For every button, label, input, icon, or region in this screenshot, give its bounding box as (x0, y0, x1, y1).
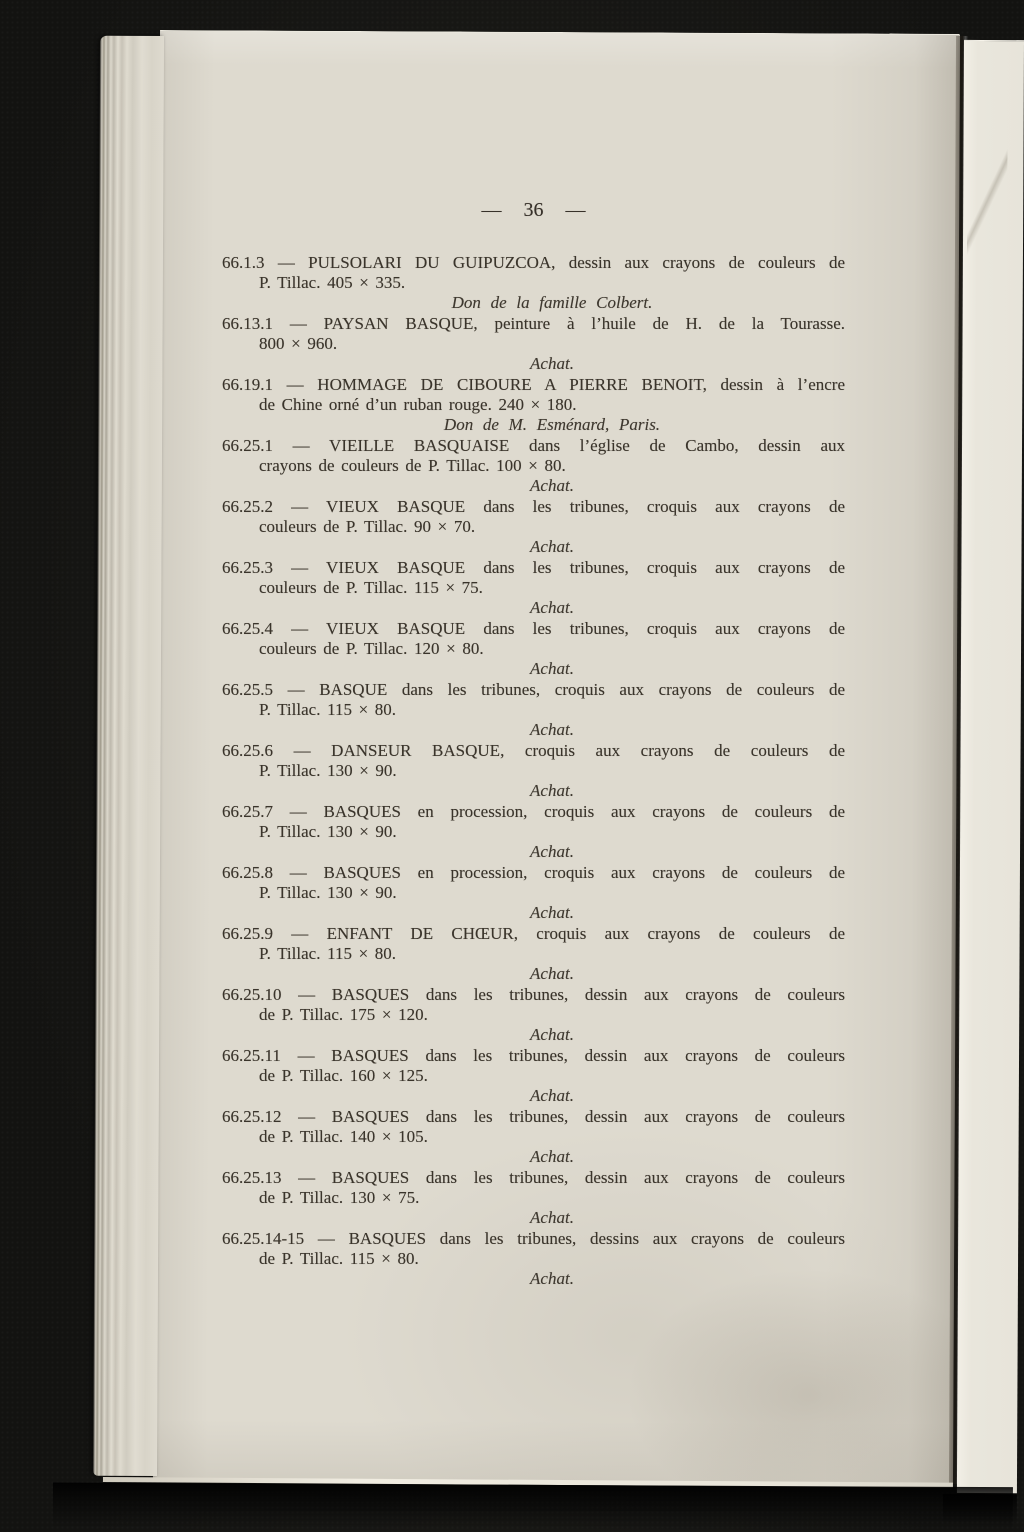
entry-first-line: 66.25.10 — BASQUES dans les tribunes, dessin aux crayons de couleurs (222, 985, 845, 1004)
entry-first-line: 66.25.12 — BASQUES dans les tribunes, dessin aux crayons de couleurs (222, 1107, 845, 1126)
entry-first-line: 66.25.2 — VIEUX BASQUE dans les tribunes, croquis aux crayons de (222, 497, 845, 516)
catalog-entry-66.25.3 (222, 558, 845, 618)
entry-first-line: 66.25.11 — BASQUES dans les tribunes, dessin aux crayons de couleurs (222, 1046, 845, 1065)
entry-continuation-line: couleurs de P. Tillac. 115 × 75. (259, 578, 483, 597)
entry-first-line: 66.25.8 — BASQUES en procession, croquis aux crayons de couleurs de (222, 863, 845, 882)
entry-continuation-line: P. Tillac. 405 × 335. (259, 273, 406, 292)
entry-acquisition-credit: Achat. (530, 1208, 574, 1227)
catalog-entry-66.25.8 (222, 863, 845, 923)
catalog-entry-66.19.1 (222, 375, 845, 435)
catalog-entry-66.1.3 (222, 253, 845, 313)
entry-acquisition-credit: Achat. (530, 659, 574, 678)
entry-continuation-line: couleurs de P. Tillac. 90 × 70. (259, 517, 476, 536)
entry-continuation-line: de P. Tillac. 175 × 120. (259, 1005, 428, 1024)
entry-first-line: 66.25.14-15 — BASQUES dans les tribunes, dessins aux crayons de couleurs (222, 1229, 845, 1248)
entry-continuation-line: P. Tillac. 130 × 90. (259, 822, 397, 841)
entry-acquisition-credit: Achat. (530, 903, 574, 922)
entry-continuation-line: de P. Tillac. 115 × 80. (259, 1249, 419, 1268)
page-number: — 36 — (481, 199, 586, 221)
catalog-entry-66.25.2 (222, 497, 845, 557)
catalog-entry-66.25.4 (222, 619, 845, 679)
entry-acquisition-credit: Achat. (530, 964, 574, 983)
catalog-entry-66.25.1 (222, 436, 845, 496)
entry-first-line: 66.25.6 — DANSEUR BASQUE, croquis aux crayons de couleurs de (222, 741, 845, 760)
entry-acquisition-credit: Don de M. Esménard, Paris. (443, 415, 661, 434)
entry-continuation-line: de P. Tillac. 160 × 125. (259, 1066, 428, 1085)
catalog-entry-66.25.7 (222, 802, 845, 862)
entry-acquisition-credit: Achat. (530, 1269, 574, 1288)
catalog-entry-66.25.9 (222, 924, 845, 984)
entry-acquisition-credit: Achat. (530, 842, 574, 861)
entry-first-line: 66.25.5 — BASQUE dans les tribunes, croquis aux crayons de couleurs de (222, 680, 845, 699)
catalog-entry-66.25.5 (222, 680, 845, 740)
entry-continuation-line: de P. Tillac. 140 × 105. (259, 1127, 428, 1146)
entry-first-line: 66.25.1 — VIEILLE BASQUAISE dans l’église de Cambo, dessin aux (222, 436, 845, 455)
catalog-entry-66.25.14-15 (222, 1229, 845, 1289)
catalog-entry-66.13.1 (222, 314, 845, 374)
entry-continuation-line: de P. Tillac. 130 × 75. (259, 1188, 420, 1207)
entry-continuation-line: crayons de couleurs de P. Tillac. 100 × 80. (259, 456, 566, 475)
entry-first-line: 66.25.3 — VIEUX BASQUE dans les tribunes, croquis aux crayons de (222, 558, 845, 577)
catalog-entry-66.25.12 (222, 1107, 845, 1167)
entry-first-line: 66.25.7 — BASQUES en procession, croquis aux crayons de couleurs de (222, 802, 845, 821)
entry-continuation-line: P. Tillac. 130 × 90. (259, 761, 397, 780)
entry-acquisition-credit: Achat. (530, 781, 574, 800)
entry-first-line: 66.25.9 — ENFANT DE CHŒUR, croquis aux crayons de couleurs de (222, 924, 845, 943)
entry-first-line: 66.25.13 — BASQUES dans les tribunes, dessin aux crayons de couleurs (222, 1168, 845, 1187)
entry-continuation-line: 800 × 960. (259, 334, 338, 353)
entry-acquisition-credit: Achat. (530, 354, 574, 373)
entry-first-line: 66.25.4 — VIEUX BASQUE dans les tribunes, croquis aux crayons de (222, 619, 845, 638)
entry-continuation-line: couleurs de P. Tillac. 120 × 80. (259, 639, 484, 658)
catalog-entry-66.25.6 (222, 741, 845, 801)
entry-acquisition-credit: Don de la famille Colbert. (451, 293, 653, 312)
entry-continuation-line: de Chine orné d’un ruban rouge. 240 × 180. (259, 395, 577, 414)
catalog-entries (222, 253, 845, 1290)
entry-continuation-line: P. Tillac. 130 × 90. (259, 883, 397, 902)
entry-acquisition-credit: Achat. (530, 476, 574, 495)
catalog-entry-66.25.11 (222, 1046, 845, 1106)
catalog-entry-66.25.10 (222, 985, 845, 1045)
entry-acquisition-credit: Achat. (530, 720, 574, 739)
entry-acquisition-credit: Achat. (530, 537, 574, 556)
entry-acquisition-credit: Achat. (530, 598, 574, 617)
entry-acquisition-credit: Achat. (530, 1147, 574, 1166)
entry-first-line: 66.1.3 — PULSOLARI DU GUIPUZCOA, dessin aux crayons de couleurs de (222, 253, 845, 272)
catalog-entry-66.25.13 (222, 1168, 845, 1228)
entry-first-line: 66.19.1 — HOMMAGE DE CIBOURE A PIERRE BENOIT, dessin à l’encre (222, 375, 845, 394)
entry-continuation-line: P. Tillac. 115 × 80. (259, 700, 397, 719)
entry-first-line: 66.13.1 — PAYSAN BASQUE, peinture à l’huile de H. de la Tourasse. (222, 314, 845, 333)
entry-continuation-line: P. Tillac. 115 × 80. (259, 944, 397, 963)
entry-acquisition-credit: Achat. (530, 1025, 574, 1044)
entry-acquisition-credit: Achat. (530, 1086, 574, 1105)
